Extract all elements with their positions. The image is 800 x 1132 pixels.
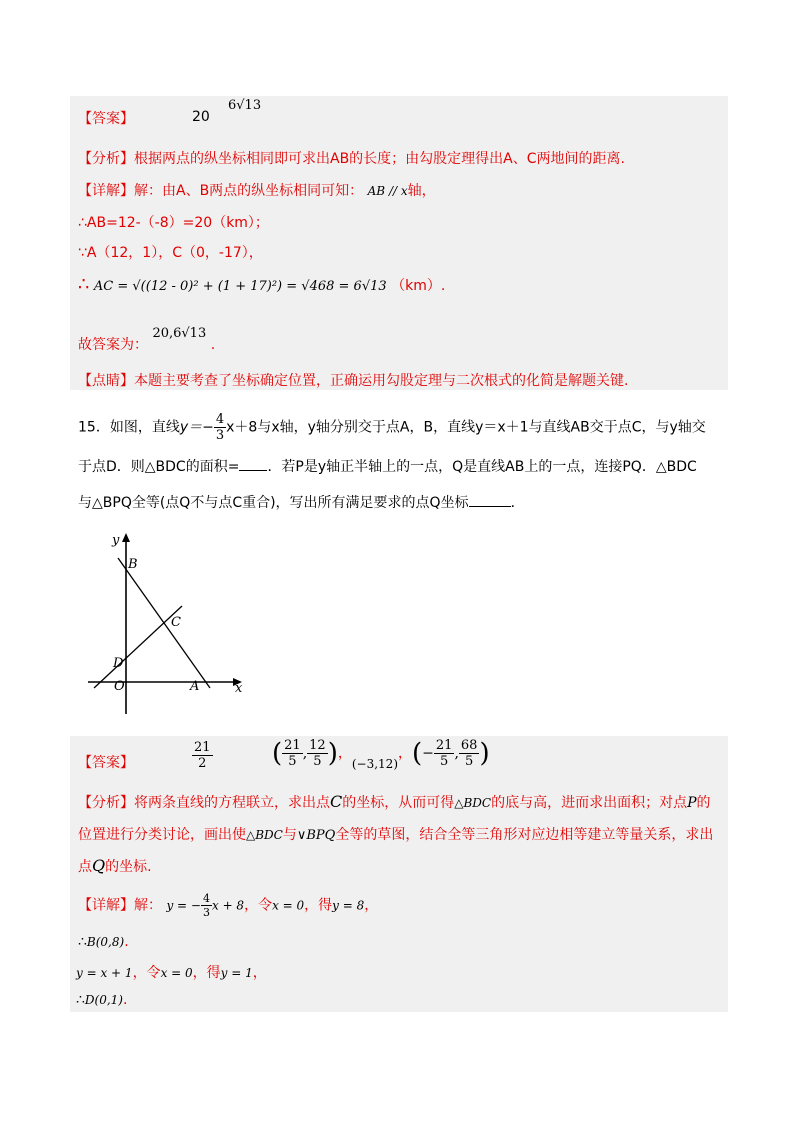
detail-2-line-3: y = x + 1，令x = 0，得y = 1， — [76, 965, 267, 981]
detail-line-3: ∵A（12，1），C（0，-17）， — [78, 245, 263, 261]
answer-value-1: 20 — [192, 109, 210, 125]
y-axis-arrow — [122, 533, 130, 542]
detail-line-4: ∴ AC = √((12 - 0)² + (1 + 17)²) = √468 = 6√13 （km）. — [78, 274, 446, 295]
fraction-4-3: $\frac{4}{3}$ — [215, 412, 225, 443]
comment-line-1: 【点睛】本题主要考查了坐标确定位置，正确运用勾股定理与二次根式的化简是解题关键. — [78, 373, 629, 389]
line-dc — [94, 606, 182, 688]
question-15-line-1: 15．如图，直线y＝− $\frac{4}{3}$ x＋8与x轴，y轴分别交于点A，B，直线y＝x＋1与直线AB交于点C，与y轴交 — [78, 412, 706, 443]
detail-line-2: ∴AB=12-（-8）=20（km）； — [78, 215, 269, 231]
analysis-2-line-2: 位置进行分类讨论，画出使△BDC与∨BPQ全等的草图，结合全等三角形对应边相等建立等量关系，求出 — [78, 827, 714, 843]
label-x: x — [235, 681, 243, 696]
detail-2-line-4: ∴D(0,1). — [76, 992, 128, 1008]
answer-line-1 — [78, 108, 134, 128]
detail-2-line-2: ∴B(0,8). — [78, 934, 129, 950]
blank-q-coords — [469, 506, 511, 507]
detail-line-1: 【详解】解：由A、B两点的纵坐标相同可知： AB // x轴， — [78, 183, 436, 199]
answer-tag: 【答案】 — [78, 111, 134, 127]
label-b: B — [128, 557, 138, 572]
answer-value-2: 6√13 — [228, 98, 262, 113]
label-c: C — [171, 615, 181, 630]
answer-line-2: 【答案】 — [78, 755, 134, 771]
question-15-line-3: 与△BPQ全等(点Q不与点C重合)，写出所有满足要求的点Q坐标 ． — [78, 495, 525, 511]
label-a: A — [190, 679, 200, 694]
analysis-2-line-1: 【分析】将两条直线的方程联立，求出点C的坐标，从而可得△BDC的底与高，进而求出面积；对点P的 — [78, 792, 711, 811]
detail-line-5: 故答案为： 20,6√13 . — [78, 326, 216, 353]
label-o: O — [114, 679, 125, 694]
detail-2-line-1: 【详解】解： y = − $\frac{4}{3}$ x + 8，令x = 0，得y = 8， — [78, 892, 379, 919]
question-15-line-2: 于点D．则△BDC的面积= ．若P是y轴正半轴上的一点，Q是直线AB上的一点，连接PQ．△BDC — [78, 459, 697, 475]
analysis-line-1: 【分析】根据两点的纵坐标相同即可求出AB的长度；由勾股定理得出A、C两地间的距离. — [78, 151, 625, 167]
answer-2-points: ( $\frac{21}{5}$ , $\frac{12}{5}$ )，(−3,12)，(− $\frac{21}{5}$ , $\frac{68}{5}$ ) — [272, 738, 490, 771]
label-d: D — [113, 656, 124, 671]
blank-area — [239, 470, 267, 471]
coordinate-figure — [80, 530, 250, 720]
label-y: y — [112, 533, 120, 548]
answer-2-fraction: $\frac{21}{2}$ — [194, 740, 211, 771]
analysis-2-line-3: 点Q的坐标. — [78, 856, 152, 875]
